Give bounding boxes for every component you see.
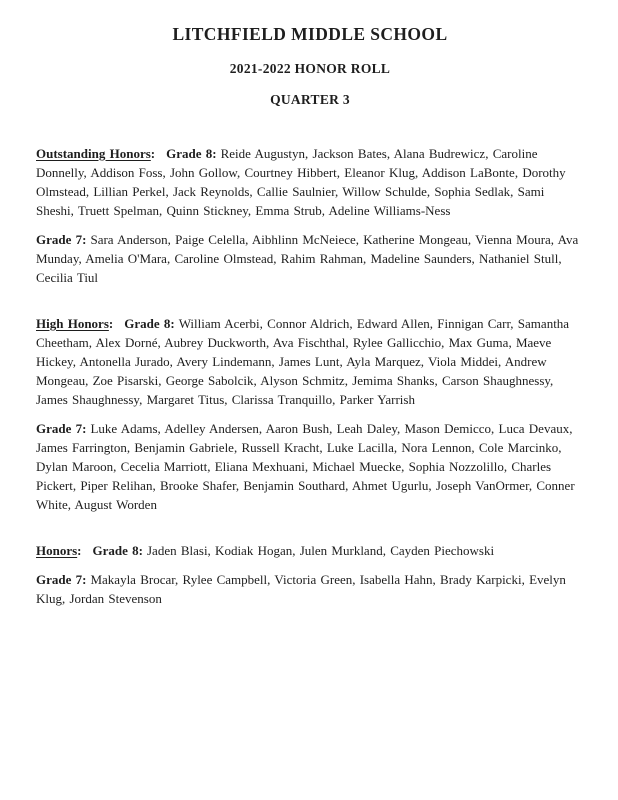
grade-7-label: Grade 7: [36, 421, 87, 436]
section-outstanding-honors [36, 144, 584, 287]
outstanding-honors-grade8-names: Reide Augustyn, Jackson Bates, Alana Budrewicz, Caroline Donnelly, Addison Foss, John Gollow, Courtney Hibbert, Eleanor Klug, Addison LaBonte, Dorothy Olmstead, Lillian Perkel, Jack Reynolds, Callie Saulnier, Willow Schulde, Sophia Sedlak, Sami Sheshi, Truett Spelman, Quinn Stickney, Emma Strub, Adeline Williams-Ness [36, 146, 566, 218]
outstanding-honors-heading-colon: : [150, 146, 156, 161]
honor-roll-title: 2021-2022 HONOR ROLL [229, 61, 391, 76]
document-header [36, 24, 584, 108]
grade-7-label: Grade 7: [36, 572, 87, 587]
outstanding-honors-grade8-paragraph [36, 144, 584, 220]
high-honors-grade7-paragraph [36, 419, 584, 514]
outstanding-honors-grade7-paragraph [36, 230, 584, 287]
high-honors-grade8-names: William Acerbi, Connor Aldrich, Edward Allen, Finnigan Carr, Samantha Cheetham, Alex Dorné, Aubrey Duckworth, Ava Fischthal, Rylee Gallicchio, Max Guma, Maeve Hickey, Antonella Jurado, Avery Lindemann, James Lunt, Ayla Marquez, Viola Middei, Andrew Mongeau, Zoe Pisarski, George Sabolcik, Alyson Schmitz, Jemima Shanks, Carson Shaughnessy, James Shaughnessy, Margaret Titus, Clarissa Tranquillo, Parker Yarrish [36, 316, 570, 407]
honors-heading-colon: : [77, 543, 82, 558]
grade-7-label: Grade 7: [36, 232, 87, 247]
outstanding-honors-heading: Outstanding Honors [36, 146, 151, 161]
high-honors-grade8-paragraph [36, 314, 584, 409]
high-honors-heading: High Honors [36, 316, 109, 331]
section-honors [36, 541, 584, 608]
honors-grade8-paragraph [36, 541, 584, 560]
school-title: LITCHFIELD MIDDLE SCHOOL [172, 24, 448, 44]
grade-8-label: Grade 8: [166, 146, 217, 161]
grade-8-label: Grade 8: [92, 543, 143, 558]
grade-8-label: Grade 8: [124, 316, 175, 331]
honors-grade7-names: Makayla Brocar, Rylee Campbell, Victoria Green, Isabella Hahn, Brady Karpicki, Evelyn Klug, Jordan Stevenson [36, 572, 566, 606]
quarter-title: QUARTER 3 [270, 92, 350, 107]
outstanding-honors-grade7-names: Sara Anderson, Paige Celella, Aibhlinn McNeiece, Katherine Mongeau, Vienna Moura, Ava Munday, Amelia O'Mara, Caroline Olmstead, Rahim Rahman, Madeline Saunders, Nathaniel Stull, Cecilia Tiul [36, 232, 579, 285]
honors-grade7-paragraph [36, 570, 584, 608]
honors-heading: Honors [36, 543, 78, 558]
high-honors-grade7-names: Luke Adams, Adelley Andersen, Aaron Bush, Leah Daley, Mason Demicco, Luca Devaux, James Farrington, Benjamin Gabriele, Russell Kracht, Luke Lacilla, Nora Lennon, Cole Marcinko, Dylan Maroon, Cecelia Marriott, Eliana Mexhuani, Michael Muecke, Sophia Nozzolillo, Charles Pickert, Piper Relihan, Brooke Shafer, Benjamin Southard, Ahmet Ugurlu, Joseph VanOrmer, Conner White, August Worden [36, 421, 575, 512]
high-honors-heading-colon: : [108, 316, 114, 331]
document-body [36, 144, 584, 608]
section-high-honors [36, 314, 584, 514]
honors-grade8-names: Jaden Blasi, Kodiak Hogan, Julen Murkland, Cayden Piechowski [146, 543, 495, 558]
